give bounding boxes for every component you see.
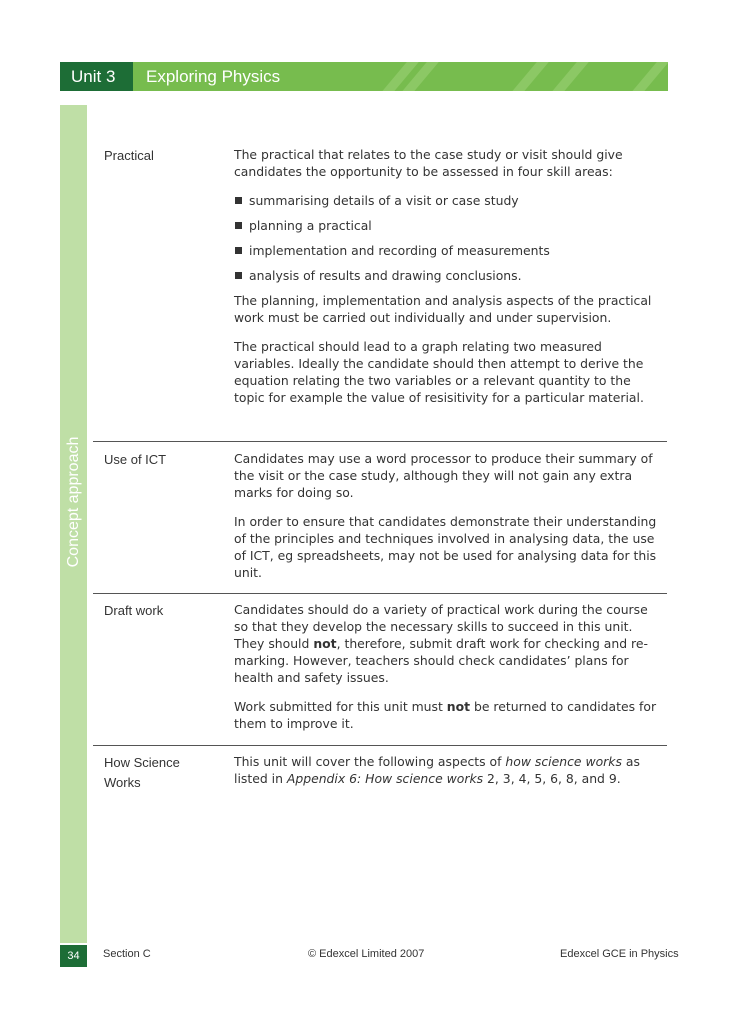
list-item: implementation and recording of measurements	[234, 242, 664, 259]
list-item: analysis of results and drawing conclusions.	[234, 267, 664, 284]
section-body-draft	[234, 601, 664, 744]
section-body-hsw	[234, 753, 664, 799]
footer-copyright: © Edexcel Limited 2007	[308, 948, 425, 960]
section-label-draft: Draft work	[104, 603, 164, 618]
hsw-text: This unit will cover the following aspects of how science works as listed in Appendix 6: How science works 2, 3, 4, 5, 6, 8, and 9.	[234, 754, 640, 786]
section-ict	[93, 441, 667, 580]
unit-title: Exploring Physics	[146, 67, 281, 86]
section-body-ict	[234, 450, 664, 593]
section-label-practical: Practical	[104, 148, 154, 163]
practical-para-2: The planning, implementation and analysis aspects of the practical work must be carried out individually and under supervision.	[234, 293, 652, 325]
ict-para-1: Candidates may use a word processor to produce their summary of the visit or the case study, although they will not gain any extra marks for doing so.	[234, 451, 653, 500]
sidebar-label-text: Concept approach	[65, 436, 82, 568]
footer-publication: Edexcel GCE in Physics	[560, 948, 679, 960]
ict-para-2: In order to ensure that candidates demonstrate their understanding of the principles and techniques involved in analysing data, the use of ICT, eg spreadsheets, may not be used for analysing data for this unit.	[234, 514, 657, 580]
practical-para-3: The practical should lead to a graph relating two measured variables. Ideally the candidate should then attempt to derive the equation relating the two variables or a relevant quantity to the topic for example the value of resisitivity for a particular material.	[234, 339, 644, 405]
draft-para-1: Candidates should do a variety of practical work during the course so that they develop the necessary skills to succeed in this unit. They should not, therefore, submit draft work for checking and re-marking. However, teachers should check candidates’ plans for health and safety issues.	[234, 602, 648, 685]
section-label-ict: Use of ICT	[104, 452, 167, 467]
section-body-practical	[234, 146, 664, 418]
draft-para-2: Work submitted for this unit must not be returned to candidates for them to improve it.	[234, 699, 657, 731]
unit-number: Unit 3	[60, 62, 133, 91]
list-item: planning a practical	[234, 217, 664, 234]
bullet-square-icon	[235, 222, 242, 229]
page-number: 34	[60, 945, 87, 967]
bullet-square-icon	[235, 247, 242, 254]
section-how-science-works	[93, 745, 667, 790]
practical-intro: The practical that relates to the case study or visit should give candidates the opportunity to be assessed in four skill areas:	[234, 147, 623, 179]
footer-section: Section C	[103, 948, 151, 960]
section-label-hsw: How Science Works	[104, 755, 180, 790]
sidebar-label	[61, 427, 87, 577]
skill-areas-list	[234, 192, 664, 284]
section-draft	[93, 593, 667, 731]
bullet-square-icon	[235, 197, 242, 204]
list-item: summarising details of a visit or case study	[234, 192, 664, 209]
bullet-square-icon	[235, 272, 242, 279]
